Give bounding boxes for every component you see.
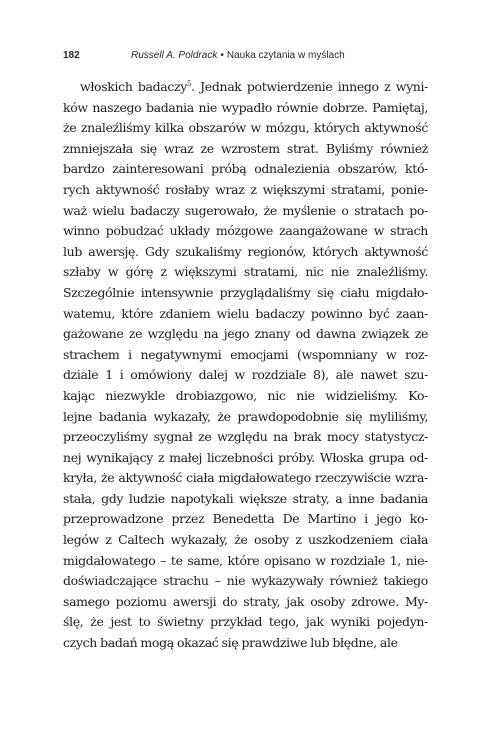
text-line: Szczególnie intensywnie przyglądaliśmy się ciału migdało- xyxy=(63,284,428,300)
running-header xyxy=(63,49,423,63)
text-line: winno pobudzać układy mózgowe zaangażowane w strach xyxy=(63,223,428,239)
text-line: strachem i negatywnymi emocjami (wspomniany w roz- xyxy=(63,346,428,362)
text-line: ślę, że jest to świetny przykład tego, jak wyniki pojedyn- xyxy=(63,614,428,630)
body-text xyxy=(63,77,428,654)
text-line: ków naszego badania nie wypadło równie dobrze. Pamiętaj, xyxy=(63,99,428,115)
header-separator: • xyxy=(220,50,224,61)
text-line: przeoczyliśmy sygnał ze względu na brak mocy statystycz- xyxy=(63,429,428,445)
text-line: kryła, że aktywność ciała migdałowatego rzeczywiście wzra- xyxy=(63,470,428,486)
text-line: bardzo zainteresowani próbą odnalezienia obszarów, któ- xyxy=(63,161,428,177)
first-line-prefix: włoskich badaczy xyxy=(80,79,188,94)
text-line: lejne badania wykazały, że prawdopodobnie się myliliśmy, xyxy=(63,408,428,424)
text-line: nej wynikający z małej liczebności próby. Włoska grupa od- xyxy=(63,449,428,465)
text-line: dziale 1 i omówiony dalej w rozdziale 8), ale nawet szu- xyxy=(63,367,428,383)
footnote-marker: 5 xyxy=(187,79,192,88)
text-line: migdałowatego – te same, które opisano w rozdziale 1, nie- xyxy=(63,552,428,568)
text-line: watemu, które zdaniem wielu badaczy powinno być zaan- xyxy=(63,305,428,321)
header-author: Russell A. Poldrack xyxy=(131,50,218,61)
text-line: doświadczające strachu – nie wykazywały również takiego xyxy=(63,573,428,589)
text-line: stała, gdy ludzie napotykali większe straty, a inne badania xyxy=(63,490,428,506)
text-line: że znaleźliśmy kilka obszarów w mózgu, których aktywność xyxy=(63,120,428,136)
text-line-1 xyxy=(63,77,428,98)
text-line: szłaby w górę z większymi stratami, nic nie znaleźliśmy. xyxy=(63,264,428,280)
text-line-last: czych badań mogą okazać się prawdziwe lub błędne, ale xyxy=(63,635,398,651)
text-line: rych aktywność rosłaby wraz z większymi stratami, ponie- xyxy=(63,181,428,197)
text-line: lub awersję. Gdy szukaliśmy regionów, których aktywność xyxy=(63,243,428,259)
header-book-title: Nauka czytania w myślach xyxy=(226,50,345,61)
page-number: 182 xyxy=(63,50,80,61)
text-line: samego poziomu awersji do straty, jak osoby zdrowe. My- xyxy=(63,593,428,609)
text-line: zmniejszała się wraz ze wzrostem strat. Byliśmy również xyxy=(63,140,428,156)
text-line: waż wielu badaczy sugerowało, że myślenie o stratach po- xyxy=(63,202,428,218)
text-line: legów z Caltech wykazały, że osoby z uszkodzeniem ciała xyxy=(63,532,428,548)
text-line: kając niezwykle drobiazgowo, nic nie widzieliśmy. Ko- xyxy=(63,387,428,403)
first-line-rest: . Jednak potwierdzenie innego z wyni- xyxy=(191,79,428,94)
text-line: przeprowadzone przez Benedetta De Martino i jego ko- xyxy=(63,511,428,527)
text-line: gażowane ze względu na jego znany od dawna związek ze xyxy=(63,326,428,342)
